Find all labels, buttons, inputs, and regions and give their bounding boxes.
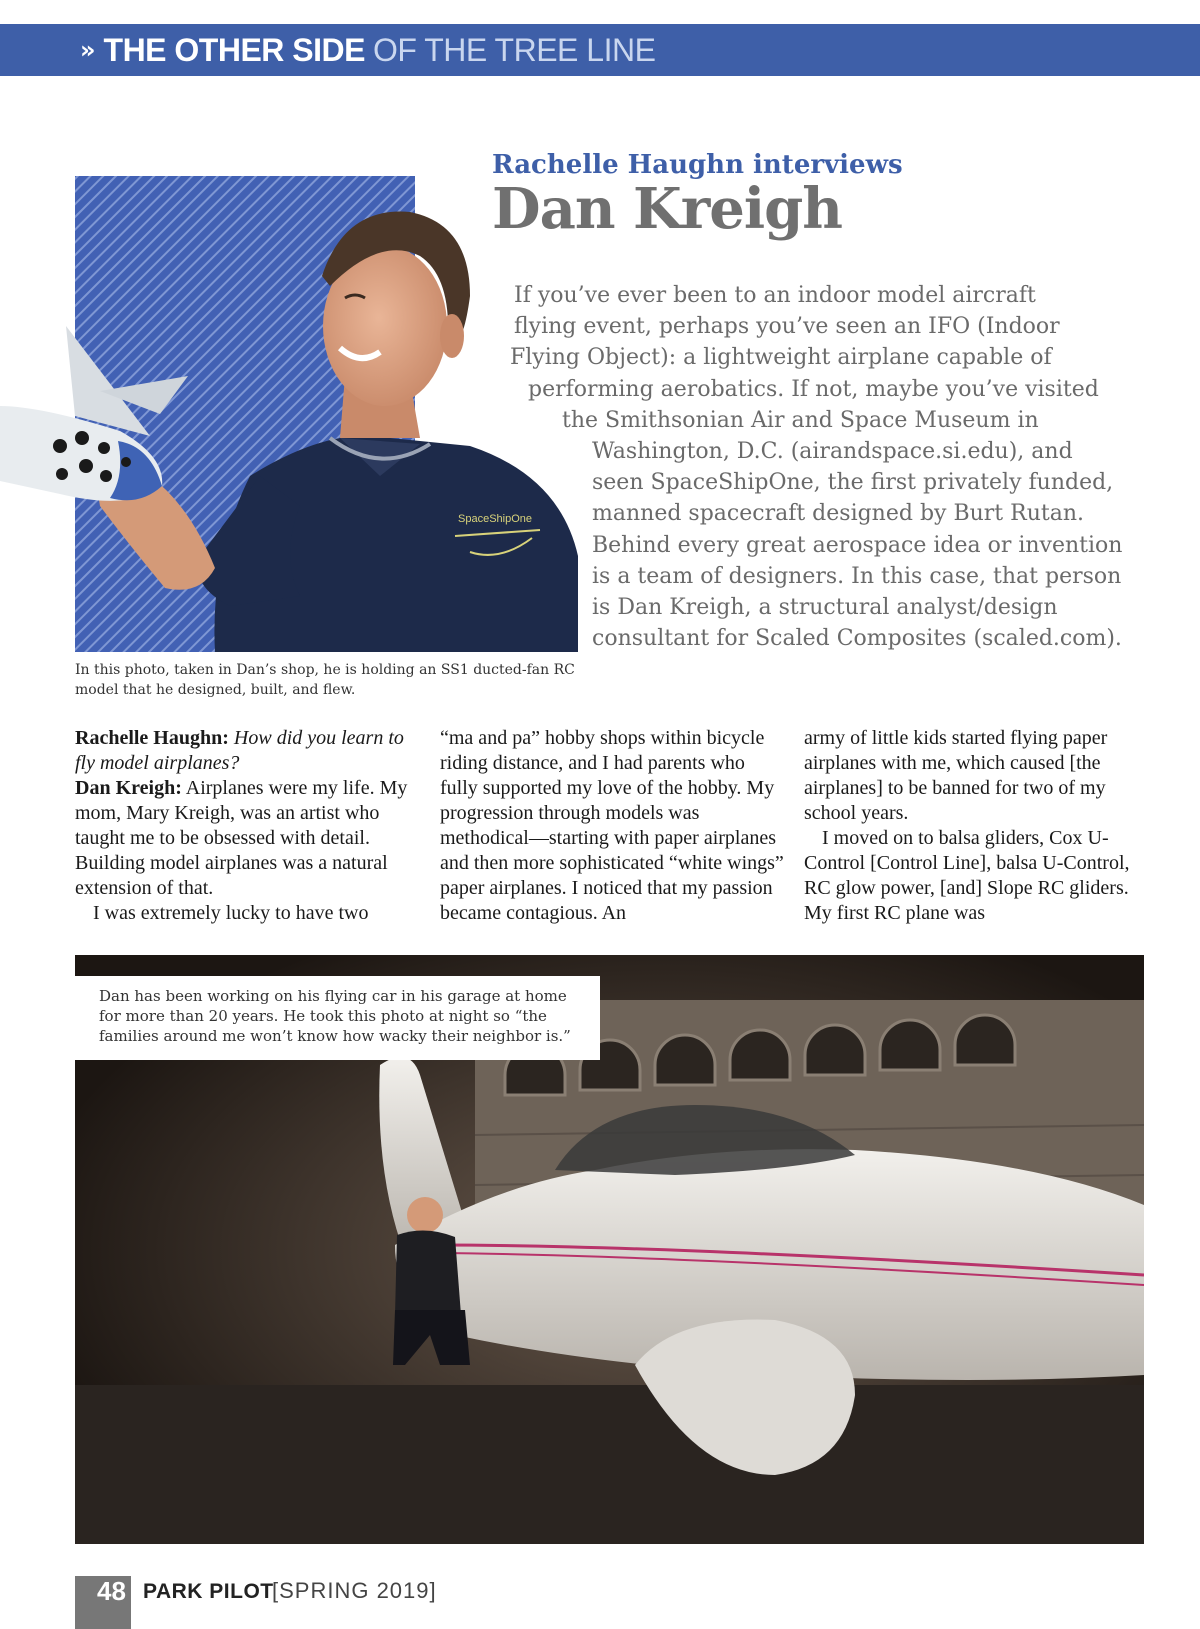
article-intro	[500, 280, 1140, 654]
issue-date: [SPRING 2019]	[272, 1578, 437, 1603]
body-column-3	[804, 726, 1149, 926]
intro-line: If you’ve ever been to an indoor model aircraft	[514, 283, 1036, 308]
speaker-label: Rachelle Haughn:	[75, 727, 229, 749]
section-title-strong: THE OTHER SIDE	[103, 31, 365, 68]
intro-line: is a team of designers. In this case, that person	[592, 563, 1122, 589]
intro-line: performing aerobatics. If not, maybe you’ve visited	[528, 376, 1099, 402]
body-column-2	[440, 726, 785, 926]
intro-line: seen SpaceShipOne, the first privately funded,	[592, 470, 1114, 496]
section-banner	[0, 24, 1200, 76]
body-paragraph: I moved on to balsa gliders, Cox U-Control [Control Line], balsa U-Control, RC glow power, [and] Slope RC gliders. My first RC plane was	[804, 827, 1130, 924]
question-paragraph	[75, 726, 420, 776]
photo2-caption: Dan has been working on his flying car in his garage at home for more than 20 years. He took this photo at night so “the families around me won’t know how wacky their neighbor is.”	[75, 976, 600, 1060]
intro-line: Washington, D.C. (airandspace.si.edu), and	[592, 439, 1073, 465]
magazine-name: PARK PILOT	[143, 1580, 274, 1603]
speaker-label: Dan Kreigh:	[75, 777, 182, 799]
intro-line: the Smithsonian Air and Space Museum in	[562, 407, 1039, 433]
intro-line: is Dan Kreigh, a structural analyst/design	[592, 595, 1058, 621]
intro-line: consultant for Scaled Composites (scaled.com).	[592, 626, 1122, 652]
body-paragraph: army of little kids started flying paper airplanes with me, which caused [the airplanes] to be banned for two of my school years.	[804, 727, 1108, 824]
body-paragraph: “ma and pa” hobby shops within bicycle riding distance, and I had parents who fully supported my love of the hobby. My progression through models was methodical—starting with paper airplanes and then more sophisticated “white wings” paper airplanes. I noticed that my passion became contagious. An	[440, 727, 784, 924]
person-portrait-icon	[0, 176, 580, 652]
chevron-right-icon: »	[80, 36, 96, 64]
question-text: How did you learn to fly model airplanes?	[75, 727, 404, 774]
article-headline: Dan Kreigh	[492, 176, 843, 242]
page-number: 48	[97, 1576, 126, 1606]
body-column-1	[75, 726, 420, 926]
intro-line: Flying Object): a lightweight airplane capable of	[510, 345, 1052, 371]
intro-line: flying event, perhaps you’ve seen an IFO (Indoor	[514, 314, 1060, 340]
section-title-light: OF THE TREE LINE	[372, 31, 656, 68]
photo1-caption: In this photo, taken in Dan’s shop, he is holding an SS1 ducted-fan RC model that he designed, built, and flew.	[75, 662, 575, 698]
intro-line: Behind every great aerospace idea or invention	[592, 532, 1123, 558]
answer-paragraph	[75, 776, 420, 901]
intro-line: manned spacecraft designed by Burt Rutan.	[592, 501, 1084, 527]
body-paragraph: I was extremely lucky to have two	[93, 902, 369, 924]
answer-text: Airplanes were my life. My mom, Mary Kreigh, was an artist who taught me to be obsessed with detail. Building model airplanes was a natural extension of that.	[75, 777, 408, 899]
portrait-photo	[0, 176, 580, 652]
shirt-logo-text: SpaceShipOne	[458, 513, 532, 525]
article-kicker: Rachelle Haughn interviews	[492, 150, 903, 180]
